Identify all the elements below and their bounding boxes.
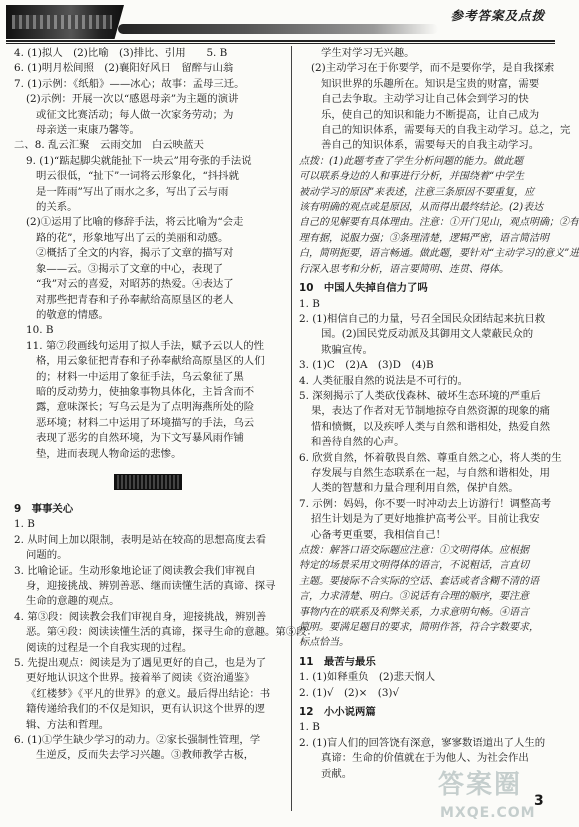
watermark-text: 答案圈 (438, 770, 523, 800)
answer-line: 心备考更重要，我相信自己！ (311, 528, 447, 541)
answer-line: 存发展与自然生态联系在一起，与自然和谐相处，用 (311, 466, 550, 479)
answer-line: 国。(2)国民党反动派及其御用文人蒙蔽民众的 (321, 328, 534, 341)
hint-text-line: 点拨：解答口语交际题应注意：①文明得体。应根据 (299, 545, 529, 556)
answer-line: 生命的意趣的观点。 (26, 595, 120, 608)
answer-line: 2. (1)盲人们的回答饶有深意，寥寥数语道出了人生的 (299, 736, 546, 749)
answer-line: 3. (1)C (2)A (3)D (4)B (299, 359, 434, 372)
answer-line: “我”对云的喜爱，对昭苏的热爱。④表达了 (36, 278, 234, 291)
answer-line: 6. 欣赏自然，怀着敬畏自然、尊重自然之心，将人类的生 (299, 451, 562, 464)
hint-text-line: 言，力求清楚、明白。③说话有合理的顺序，要注意 (299, 591, 529, 603)
answer-line: 11. 第⑦段画线句运用了拟人手法，赋予云以人的性 (26, 339, 265, 352)
answer-line: 5. 先提出观点：阅读是为了遇见更好的自己，也是为了 (14, 657, 267, 670)
answer-line: (2)主动学习在于你要学，而不是要你学，是自我探索 (311, 62, 555, 75)
answer-line: 的关系。 (36, 201, 78, 214)
answer-line: 2. (1)√ (2)× (3)√ (299, 686, 400, 699)
hint-text-line: 理有据，说服力强；③条理清楚，逻辑严密，语言简洁明 (299, 232, 549, 244)
answer-line: 自己去争取。主动学习让自己体会到学习的快 (321, 93, 529, 106)
answer-line: 人类的智慧和力量合理利用自然，保护自然。 (311, 482, 519, 495)
answer-line: 对那些把青春和子孙奉献给高原垦区的老人 (36, 293, 234, 306)
hint-text-line: 主题。要接际不合实际的空话、套话或者含糊不清的语 (299, 575, 539, 587)
answer-line: 招生计划是为了更好地推护高考公平。目前让我安 (311, 513, 540, 526)
answer-line: 善自己的知识体系，需要每天的自我主动学习。 (321, 139, 540, 152)
answer-line: (2)示例：开展一次以“感恩母亲”为主题的演讲 (26, 93, 239, 106)
answer-line: 6. (1)明月松间照 (2)襄阳好风日 留醉与山翁 (14, 62, 234, 75)
header-banner-decoration (6, 5, 124, 39)
header-rule (6, 40, 555, 42)
answer-line: 真谛：生命的价值就在于为他人、为社会作出 (321, 752, 529, 765)
answer-line: 知识世界的乐趣所在。知识是宝贵的财富，需要 (321, 77, 540, 90)
answer-line: 更好地认识这个世界。接着举了阅读《资治通鉴》 (26, 672, 255, 685)
answer-line: 1. B (299, 721, 320, 734)
answer-line: 欺骗宣传。 (321, 343, 373, 356)
answer-line: 是一阵雨”写出了雨水之多，写出了云与雨 (36, 185, 229, 198)
answer-line: 格，用云象征把青春和子孙奉献给高原垦区的人们 (36, 355, 265, 368)
hint-text-line: 可以联系身边的人和事进行分析，并围绕着“中学生 (299, 171, 525, 183)
answer-line: 2. 从时间上加以限制，表明是站在较高的思想高度去看 (14, 533, 267, 546)
section-heading: 11 最苦与最乐 (299, 655, 376, 668)
answer-line: 的敬意的情感。 (36, 308, 109, 321)
answer-line: 惜和愤慨，以及疾呼人类与自然和谐相处，热爱自然 (311, 420, 550, 433)
answer-line: 母亲送一束康乃馨等。 (36, 124, 140, 137)
column-divider (291, 46, 292, 811)
right-column (299, 46, 579, 782)
answer-line: 1. B (299, 297, 320, 310)
hint-text-line: 简明。要满足题目的要求，简明作答，符合字数要求， (299, 622, 539, 634)
hint-text-line: 点拨：(1)此题考查了学生分析问题的能力。做此题 (299, 155, 524, 167)
left-column (14, 46, 317, 764)
watermark-url: MXQE.COM (440, 805, 536, 821)
answer-line: 的；材料一中运用了象征手法，乌云象征了黑 (36, 370, 244, 383)
answer-line: 10. B (26, 324, 54, 337)
hint-text-line: 该有明确的观点或是原因，从而得出最终结论。(2)表达 (299, 202, 544, 214)
answer-line: 籍传递给我们的不仅是知识，更有认识这个世界的逻 (26, 703, 265, 716)
hint-text-line: 行深入思考和分析，语言要简明、连贯、得体。 (299, 263, 509, 275)
answer-line: 贡献。 (321, 767, 353, 780)
answer-line: 或征文比赛活动；每人做一次家务劳动；为 (36, 108, 234, 121)
answer-line: 学生对学习无兴趣。 (321, 47, 415, 59)
header-brush-stroke (118, 24, 438, 34)
answer-line: 生逆反，反而失去学习兴趣。③教师教学古板， (36, 749, 255, 762)
answer-line: 2. (1)相信自己的力量，号召全国民众团结起来抗日救 (299, 312, 546, 325)
hint-text-line: 标点恰当。 (299, 637, 349, 649)
answer-line: 身，迎接挑战、辨别善恶、继而读懂生活的真谛、探寻 (26, 580, 276, 592)
answer-line: 暗的反动势力，使抽象事物具体化，主旨含而不 (36, 385, 255, 398)
answer-line: 6. (1)①学生缺少学习的动力。②家长强制性管理，学 (14, 734, 261, 747)
answer-line: 5. 深刻揭示了人类砍伐森林、破坏生态环境的严重后 (299, 389, 541, 402)
answer-line: 表现了恶劣的自然环境，为下文写暴风雨作铺 (36, 432, 244, 445)
hint-text-line: 特定的场景采用文明得体的语言，不说粗话，言直切 (299, 560, 529, 572)
page-header (0, 0, 563, 44)
answer-line: 4. (1)拟人 (2)比喻 (3)排比、引用 5. B (14, 47, 228, 59)
answer-line: 辑、方法和哲理。 (26, 718, 110, 731)
answer-line: 和善待自然的心声。 (311, 436, 405, 449)
answer-line: (2)①运用了比喻的修辞手法，将云比喻为“会走 (26, 216, 244, 229)
answer-line: 7. (1)示例：《纸船》——冰心；故事：孟母三迁。 (14, 77, 245, 90)
hint-text-line: 自己的见解要有具体理由。注意：①开门见山，观点明确；②有 (299, 217, 579, 229)
answer-line: 路的花”，形象地写出了云的美丽和动感。 (36, 231, 229, 244)
watermark-logo (438, 770, 554, 826)
answer-line: 象——云。③揭示了文章的中心，表现了 (36, 262, 224, 275)
section-heading: 9 事事关心 (14, 502, 74, 515)
header-title: 参考答案及点拨 (450, 8, 545, 23)
section-heading: 10 中国人失掉自信力了吗 (299, 282, 428, 295)
answer-line: 恶。第④段：阅读读懂生活的真谛，探寻生命的意趣。第⑤段： (26, 626, 317, 639)
answer-line: 4. 第③段：阅读教会我们审视自身，迎接挑战，辨别善 (14, 610, 267, 623)
answer-line: 露，意味深长；写乌云是为了点明海燕所处的险 (36, 401, 255, 414)
section-label-graphic (114, 474, 182, 490)
answer-line: 二、8. 乱云汇聚 云雨交加 白云映蓝天 (14, 139, 204, 152)
answer-line: 1. (1)如释重负 (2)悲天悯人 (299, 671, 436, 684)
answer-line: 问题的。 (26, 549, 68, 562)
header-rule-thin (6, 43, 555, 44)
answer-line: 1. B (14, 518, 35, 531)
hint-text-line: 被动学习的原因”来表述，注意三条原因不要重复，应 (299, 186, 535, 198)
answer-line: 《红楼梦》《平凡的世界》的意义。最后得出结论：书 (26, 687, 271, 700)
answer-line: 自己的知识体系，需要每天的自我主动学习。总之，完 (321, 124, 571, 137)
hint-text-line: 白，简明扼要，语言畅通。做此题，要针对“主动学习的意义”进 (299, 248, 579, 260)
answer-line: 果，表达了作者对无节制地掠夺自然资源的现象的痛 (311, 405, 550, 418)
answer-line: 4. 人类征服自然的说法是不可行的。 (299, 374, 469, 387)
answer-line: 7. 示例：妈妈，你不要一时冲动去上访游行！调整高考 (299, 497, 552, 510)
answer-line: 恶环境；材料二中运用了环境描写的手法，乌云 (36, 416, 255, 429)
answer-line: 明云很低，“扯下”一词将云形象化，“抖抖就 (36, 170, 239, 183)
hint-text-line: 事物内在的联系及利弊关系，力求意明句畅。④语言 (299, 606, 529, 618)
answer-line: 乐，使自己的知识和能力不断提高，让自己成为 (321, 108, 540, 121)
page-number: 3 (534, 793, 544, 809)
answer-line: 3. 比喻论证。生动形象地论证了阅读教会我们审视自 (14, 564, 256, 577)
answer-line: ②概括了全文的内容，揭示了文章的描写对 (36, 247, 234, 260)
answer-line: 垫，进而表现人物命运的悲惨。 (36, 447, 182, 460)
answer-line: 阅读的过程是一个自我实现的过程。 (26, 641, 193, 654)
section-heading: 12 小小说两篇 (299, 706, 376, 719)
answer-line: 9. (1)“踮起脚尖就能扯下一块云”用夸张的手法说 (26, 154, 252, 167)
